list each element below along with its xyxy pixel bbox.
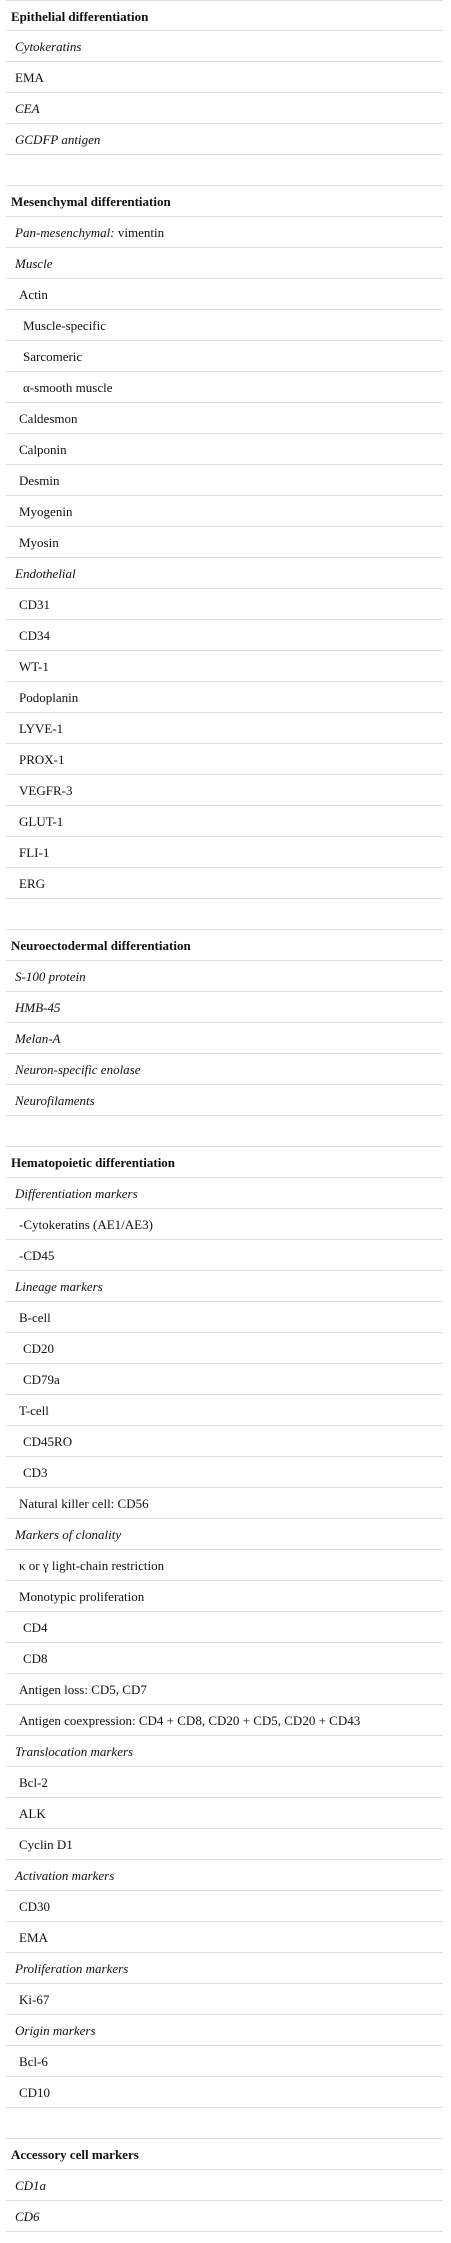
marker-label: CEA bbox=[15, 101, 40, 116]
marker-row bbox=[6, 403, 443, 434]
marker-label: CD6 bbox=[15, 2209, 40, 2224]
marker-row bbox=[6, 775, 443, 806]
marker-row bbox=[6, 1705, 443, 1736]
marker-row bbox=[6, 1550, 443, 1581]
marker-row bbox=[6, 1457, 443, 1488]
marker-label: CD4 bbox=[23, 1620, 48, 1635]
marker-row bbox=[6, 62, 443, 93]
marker-label: Actin bbox=[19, 287, 48, 302]
marker-row bbox=[6, 961, 443, 992]
marker-row bbox=[6, 2015, 443, 2046]
marker-label: -Cytokeratins (AE1/AE3) bbox=[19, 1217, 153, 1232]
marker-label: Neurofilaments bbox=[15, 1093, 95, 1108]
marker-label: Origin markers bbox=[15, 2023, 96, 2038]
marker-row bbox=[6, 651, 443, 682]
marker-label: Bcl-6 bbox=[19, 2054, 48, 2069]
marker-label: Sarcomeric bbox=[23, 349, 83, 364]
marker-row bbox=[6, 248, 443, 279]
marker-row bbox=[6, 1023, 443, 1054]
marker-row bbox=[6, 1984, 443, 2015]
marker-label: Caldesmon bbox=[19, 411, 78, 426]
section-header bbox=[6, 1147, 443, 1178]
marker-label: Markers of clonality bbox=[15, 1527, 122, 1542]
blank-row bbox=[6, 899, 443, 930]
marker-row bbox=[6, 1829, 443, 1860]
marker-row bbox=[6, 93, 443, 124]
marker-row bbox=[6, 1519, 443, 1550]
marker-table bbox=[6, 0, 443, 2232]
blank-row bbox=[6, 2108, 443, 2139]
marker-label: CD31 bbox=[19, 597, 51, 612]
marker-label: CD3 bbox=[23, 1465, 48, 1480]
marker-row bbox=[6, 558, 443, 589]
marker-row bbox=[6, 1953, 443, 1984]
marker-row bbox=[6, 1302, 443, 1333]
marker-row bbox=[6, 1426, 443, 1457]
marker-row bbox=[6, 589, 443, 620]
marker-row bbox=[6, 279, 443, 310]
marker-row bbox=[6, 527, 443, 558]
marker-row bbox=[6, 806, 443, 837]
marker-label: VEGFR-3 bbox=[19, 783, 73, 798]
marker-row bbox=[6, 2046, 443, 2077]
marker-row bbox=[6, 1085, 443, 1116]
marker-row bbox=[6, 1612, 443, 1643]
section-title: Epithelial differentiation bbox=[11, 9, 149, 24]
marker-label: Monotypic proliferation bbox=[19, 1589, 145, 1604]
marker-label: Activation markers bbox=[15, 1868, 115, 1883]
marker-label: HMB-45 bbox=[15, 1000, 61, 1015]
marker-label: Antigen loss: CD5, CD7 bbox=[19, 1682, 147, 1697]
marker-row bbox=[6, 1581, 443, 1612]
marker-label: CD79a bbox=[23, 1372, 60, 1387]
marker-label: Muscle bbox=[15, 256, 53, 271]
marker-row bbox=[6, 1674, 443, 1705]
marker-label: PROX-1 bbox=[19, 752, 65, 767]
marker-label: Cyclin D1 bbox=[19, 1837, 73, 1852]
marker-label: CD45RO bbox=[23, 1434, 73, 1449]
marker-label: CD8 bbox=[23, 1651, 48, 1666]
marker-row bbox=[6, 837, 443, 868]
marker-row bbox=[6, 1643, 443, 1674]
marker-label: Podoplanin bbox=[19, 690, 79, 705]
marker-label: Cytokeratins bbox=[15, 39, 82, 54]
marker-row bbox=[6, 1798, 443, 1829]
marker-label: B-cell bbox=[19, 1310, 51, 1325]
marker-label: EMA bbox=[15, 70, 44, 85]
marker-label: Neuron-specific enolase bbox=[15, 1062, 141, 1077]
marker-row bbox=[6, 1178, 443, 1209]
marker-row bbox=[6, 31, 443, 62]
marker-row bbox=[6, 310, 443, 341]
marker-label-part: vimentin bbox=[114, 225, 165, 240]
marker-label: ALK bbox=[19, 1806, 46, 1821]
marker-label: CD20 bbox=[23, 1341, 55, 1356]
marker-label: Bcl-2 bbox=[19, 1775, 48, 1790]
marker-row bbox=[6, 1736, 443, 1767]
marker-label: LYVE-1 bbox=[19, 721, 64, 736]
marker-row bbox=[6, 713, 443, 744]
marker-row bbox=[6, 1240, 443, 1271]
marker-label: ERG bbox=[19, 876, 45, 891]
marker-row bbox=[6, 1271, 443, 1302]
section-header bbox=[6, 2139, 443, 2170]
marker-row bbox=[6, 620, 443, 651]
marker-row bbox=[6, 217, 443, 248]
marker-row bbox=[6, 1054, 443, 1085]
marker-row bbox=[6, 1767, 443, 1798]
section-header bbox=[6, 0, 443, 31]
marker-label: CD30 bbox=[19, 1899, 51, 1914]
blank-row bbox=[6, 1116, 443, 1147]
marker-row bbox=[6, 372, 443, 403]
marker-label: CD1a bbox=[15, 2178, 47, 2193]
marker-label: T-cell bbox=[19, 1403, 49, 1418]
marker-row bbox=[6, 1922, 443, 1953]
marker-label: S-100 protein bbox=[15, 969, 86, 984]
marker-row bbox=[6, 124, 443, 155]
marker-row bbox=[6, 2077, 443, 2108]
marker-label: Myogenin bbox=[19, 504, 73, 519]
marker-label: Endothelial bbox=[15, 566, 76, 581]
marker-label: Melan-A bbox=[15, 1031, 61, 1046]
marker-label-part: Pan-mesenchymal: bbox=[15, 225, 115, 240]
marker-row bbox=[6, 1891, 443, 1922]
marker-row bbox=[6, 1209, 443, 1240]
section-title: Accessory cell markers bbox=[11, 2147, 139, 2162]
marker-label: Calponin bbox=[19, 442, 67, 457]
marker-row bbox=[6, 434, 443, 465]
marker-row bbox=[6, 682, 443, 713]
marker-row bbox=[6, 1488, 443, 1519]
section-title: Mesenchymal differentiation bbox=[11, 194, 171, 209]
marker-label: Desmin bbox=[19, 473, 60, 488]
marker-row bbox=[6, 1860, 443, 1891]
marker-label: Muscle-specific bbox=[23, 318, 107, 333]
marker-row bbox=[6, 868, 443, 899]
marker-row bbox=[6, 992, 443, 1023]
section-header bbox=[6, 186, 443, 217]
marker-label: κ or γ light-chain restriction bbox=[19, 1558, 165, 1573]
blank-row bbox=[6, 155, 443, 186]
marker-row bbox=[6, 1364, 443, 1395]
marker-label: Differentiation markers bbox=[15, 1186, 138, 1201]
marker-label: Myosin bbox=[19, 535, 59, 550]
marker-label: GLUT-1 bbox=[19, 814, 64, 829]
section-title: Hematopoietic differentiation bbox=[11, 1155, 176, 1170]
marker-row bbox=[6, 744, 443, 775]
marker-row bbox=[6, 2170, 443, 2201]
marker-label: CD34 bbox=[19, 628, 51, 643]
marker-row bbox=[6, 496, 443, 527]
marker-row bbox=[6, 465, 443, 496]
marker-label: Antigen coexpression: CD4 + CD8, CD20 + CD5, CD20 + CD43 bbox=[19, 1713, 361, 1728]
marker-label: Natural killer cell: CD56 bbox=[19, 1496, 149, 1511]
marker-row bbox=[6, 1395, 443, 1426]
section-title: Neuroectodermal differentiation bbox=[11, 938, 191, 953]
marker-label: WT-1 bbox=[19, 659, 49, 674]
marker-label: CD10 bbox=[19, 2085, 51, 2100]
marker-label: EMA bbox=[19, 1930, 48, 1945]
marker-label: GCDFP antigen bbox=[15, 132, 101, 147]
marker-label: Translocation markers bbox=[15, 1744, 134, 1759]
marker-label: Ki-67 bbox=[19, 1992, 50, 2007]
section-header bbox=[6, 930, 443, 961]
marker-label: Proliferation markers bbox=[15, 1961, 129, 1976]
marker-row bbox=[6, 1333, 443, 1364]
marker-row bbox=[6, 341, 443, 372]
marker-row bbox=[6, 2201, 443, 2232]
marker-label: α-smooth muscle bbox=[23, 380, 113, 395]
marker-label: Lineage markers bbox=[15, 1279, 103, 1294]
marker-label: FLI-1 bbox=[19, 845, 50, 860]
marker-label: -CD45 bbox=[19, 1248, 55, 1263]
